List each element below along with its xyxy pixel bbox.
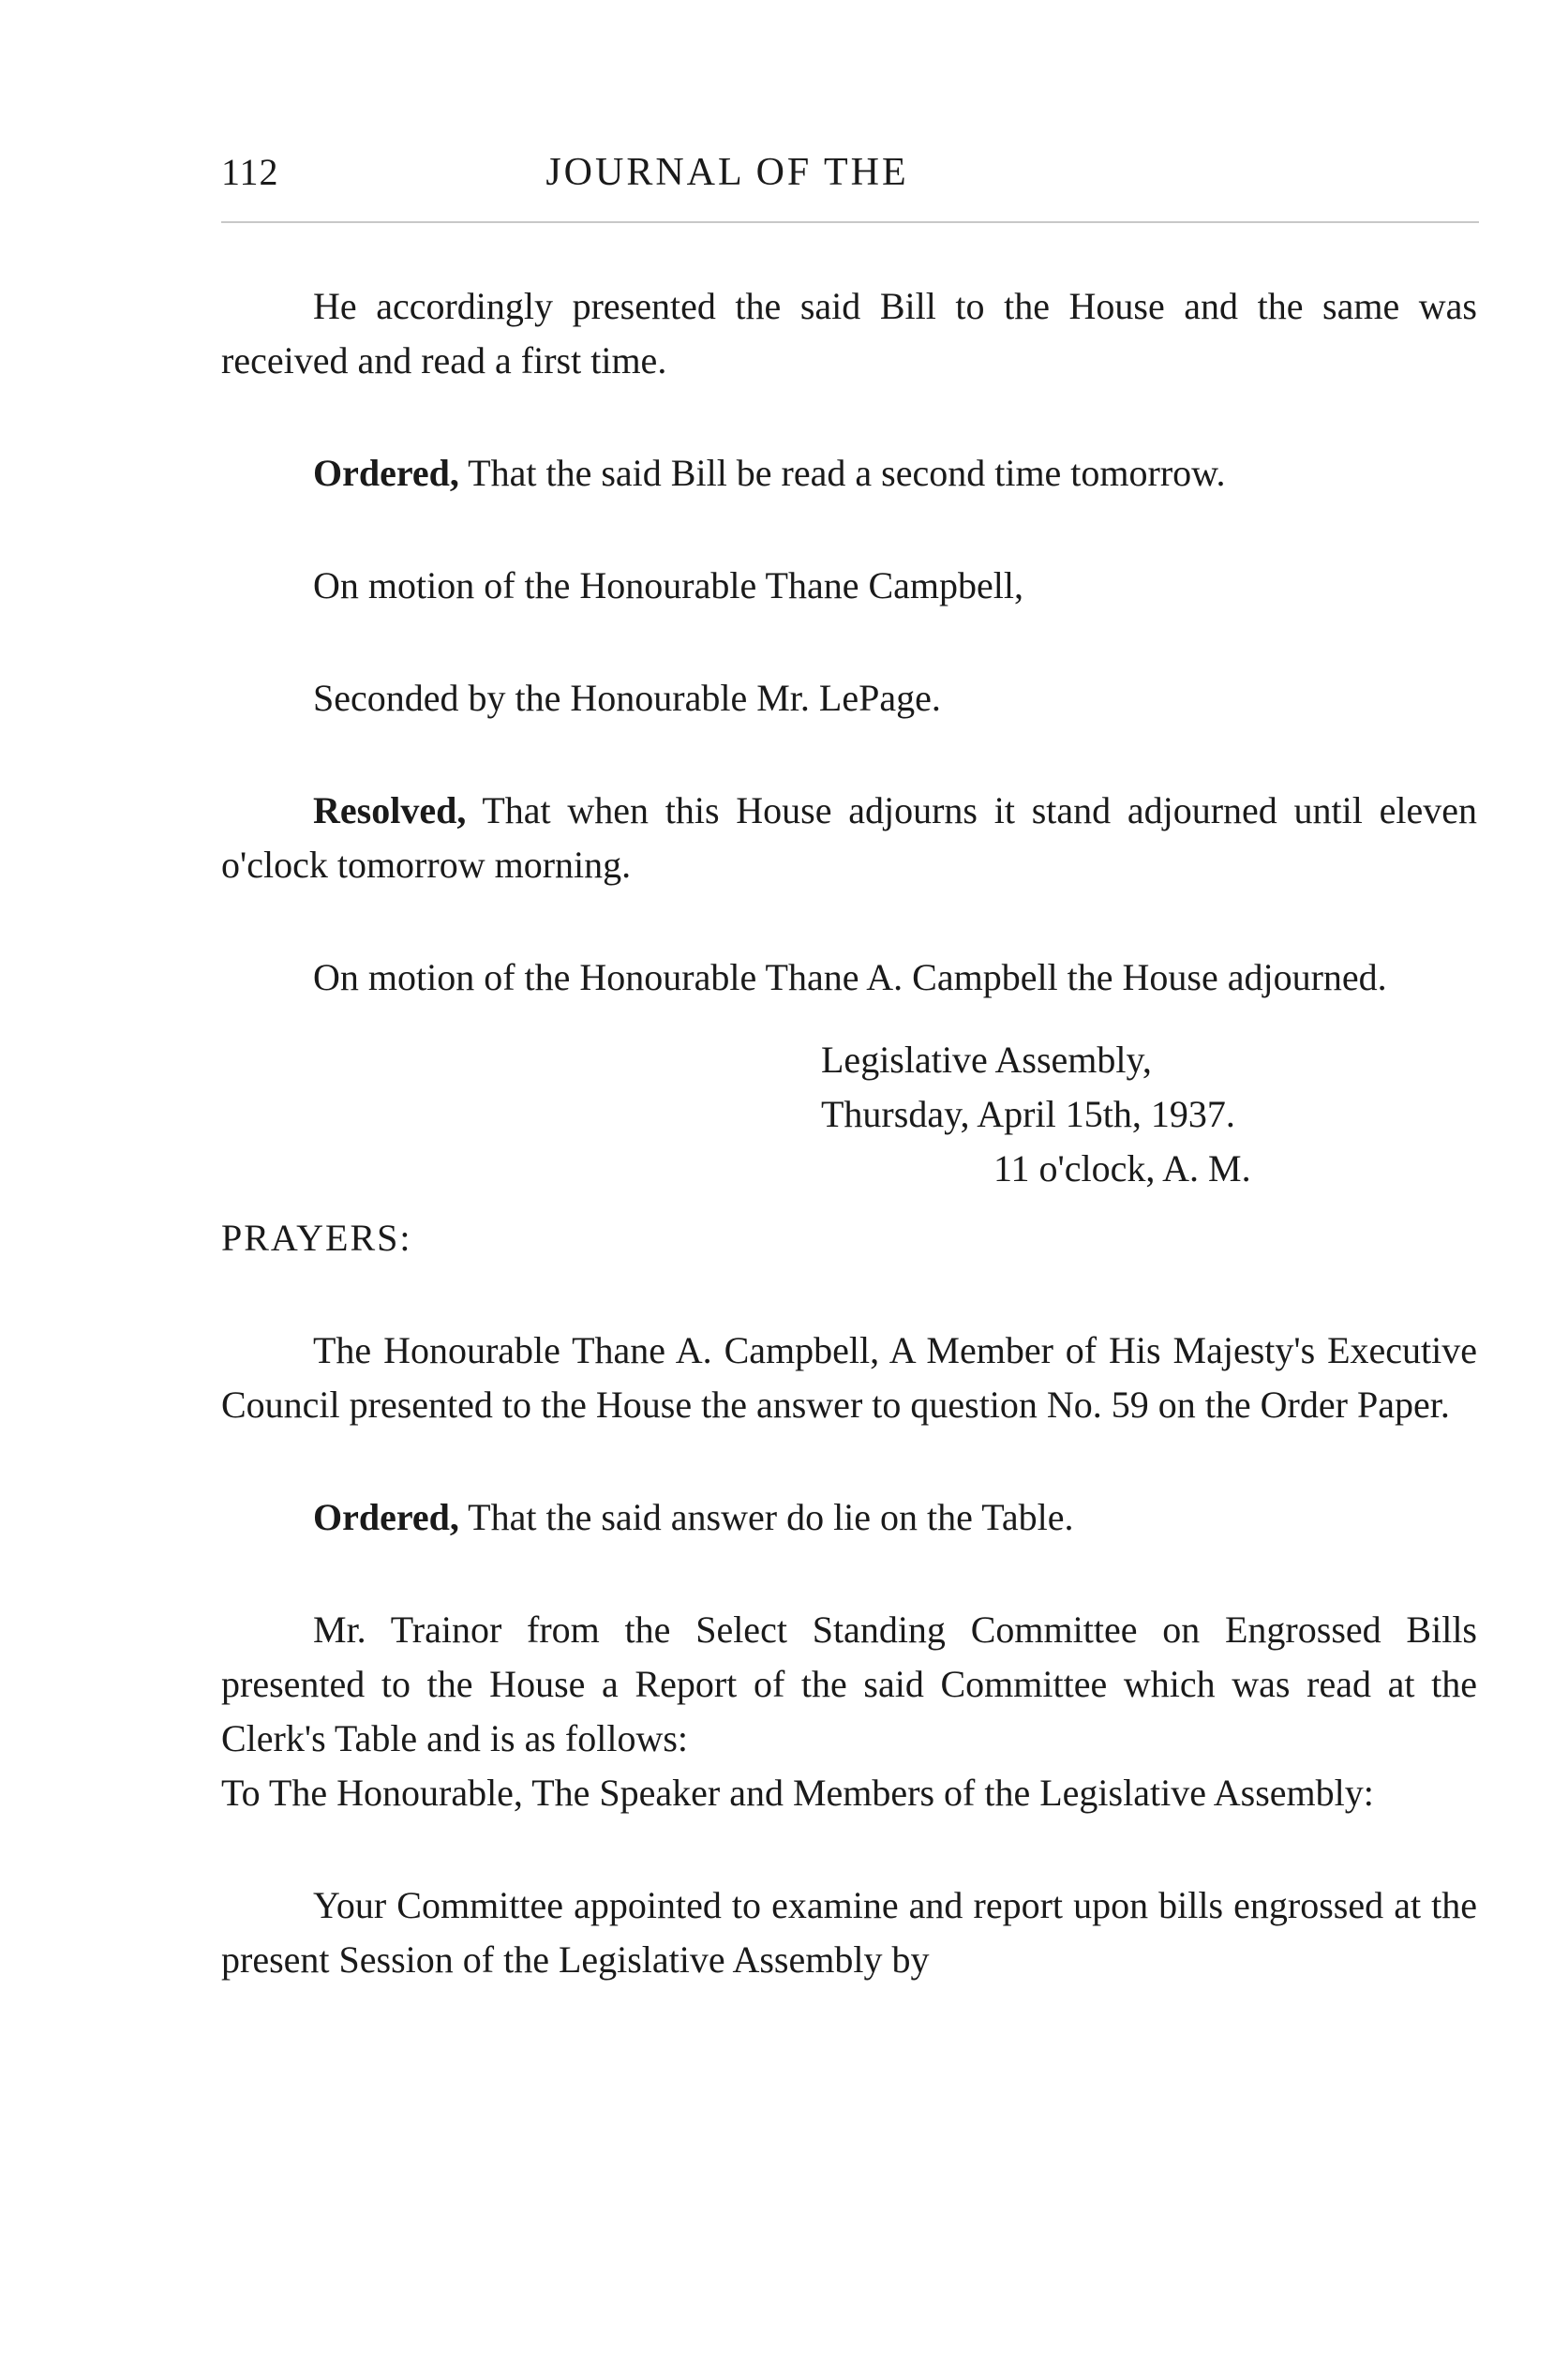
ordered-text: That the said Bill be read a second time tomorrow.	[458, 452, 1226, 494]
dateline-place: Legislative Assembly,	[821, 1039, 1152, 1081]
paragraph-addressee: To The Honourable, The Speaker and Members of the Legislative Assembly:	[221, 1772, 1374, 1814]
dateline-date: Thursday, April 15th, 1937.	[821, 1093, 1235, 1135]
paragraph-resolved	[221, 784, 1477, 892]
paragraph-ordered-second-reading	[221, 446, 1477, 501]
paragraph-answer-presented: The Honourable Thane A. Campbell, A Member of His Majesty's Executive Council presented to the House the answer to question No. 59 on the Order Paper.	[221, 1329, 1477, 1426]
prayers-heading: PRAYERS:	[221, 1217, 412, 1259]
paragraph-bill-presented: He accordingly presented the said Bill to the House and the same was received and read a first time.	[221, 285, 1477, 382]
paragraph-seconded: Seconded by the Honourable Mr. LePage.	[313, 677, 941, 719]
paragraph-committee-report: Mr. Trainor from the Select Standing Committee on Engrossed Bills presented to the House a Report of the said Committee which was read at the Clerk's Table and is as follows:	[221, 1608, 1477, 1759]
journal-body	[221, 279, 1477, 2045]
paragraph-adjourned: On motion of the Honourable Thane A. Campbell the House adjourned.	[313, 956, 1387, 998]
paragraph-ordered-table	[221, 1490, 1477, 1545]
resolved-text: That when this House adjourns it stand adjourned until eleven o'clock tomorrow morning.	[221, 789, 1477, 886]
header-rule	[221, 221, 1479, 223]
dateline	[221, 1033, 1477, 1196]
ordered-label-2: Ordered,	[313, 1496, 459, 1538]
page-header	[221, 150, 1458, 206]
page-number: 112	[221, 151, 279, 193]
ordered-text-2: That the said answer do lie on the Table.	[458, 1496, 1074, 1538]
running-head: JOURNAL OF THE	[545, 151, 909, 194]
dateline-time: 11 o'clock, A. M.	[993, 1147, 1251, 1190]
paragraph-motion: On motion of the Honourable Thane Campbell,	[313, 564, 1023, 606]
resolved-label: Resolved,	[313, 789, 467, 831]
paragraph-committee-appointed: Your Committee appointed to examine and report upon bills engrossed at the present Session of the Legislative Assembly by	[221, 1884, 1477, 1981]
ordered-label: Ordered,	[313, 452, 459, 494]
